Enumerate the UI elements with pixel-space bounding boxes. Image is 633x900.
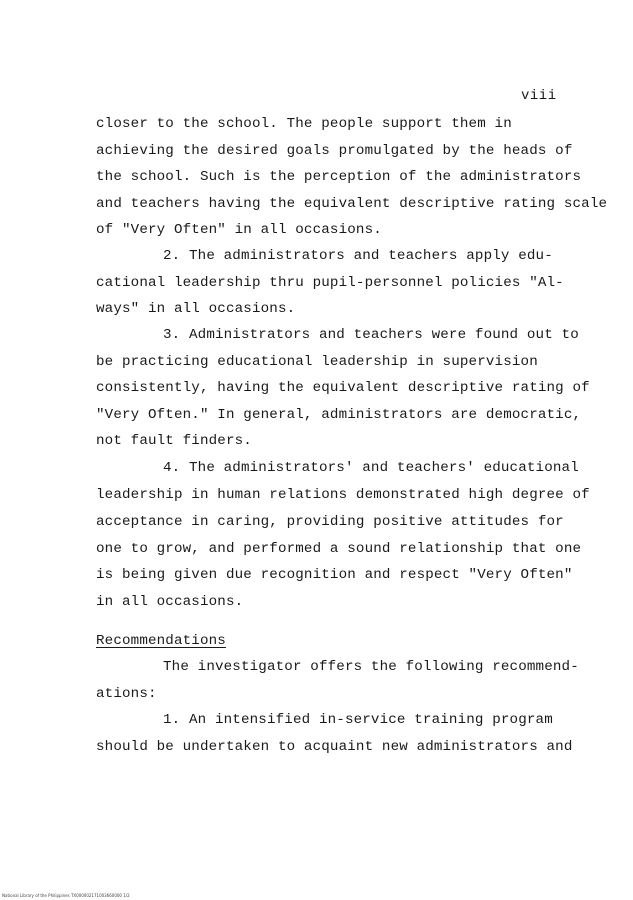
text-line: is being given due recognition and respect "Very Often" [96, 567, 573, 583]
text-line: and teachers having the equivalent descriptive rating scale [96, 196, 608, 212]
section-heading-recommendations: Recommendations [96, 633, 226, 649]
text-line: not fault finders. [96, 433, 252, 449]
text-line: achieving the desired goals promulgated by the heads of [96, 143, 573, 159]
page-number: viii [521, 88, 557, 104]
text-line: in all occasions. [96, 594, 244, 610]
text-line: one to grow, and performed a sound relationship that one [96, 541, 582, 557]
text-line: "Very Often." In general, administrators are democratic, [96, 407, 582, 423]
text-line: of "Very Often" in all occasions. [96, 222, 382, 238]
scan-footer: National Library of the Philippines TX000002171003660000 1/2 [2, 893, 130, 898]
text-line: consistently, having the equivalent descriptive rating of [96, 380, 590, 396]
text-line: the school. Such is the perception of the administrators [96, 169, 582, 185]
text-line: closer to the school. The people support them in [96, 116, 512, 132]
text-line: leadership in human relations demonstrated high degree of [96, 487, 590, 503]
text-line: be practicing educational leadership in supervision [96, 354, 538, 370]
text-line: ations: [96, 686, 157, 702]
text-line: cational leadership thru pupil-personnel policies "Al- [96, 275, 564, 291]
text-line: ways" in all occasions. [96, 301, 296, 317]
list-item-1: 1. An intensified in-service training program [163, 712, 553, 728]
text-line: acceptance in caring, providing positive attitudes for [96, 514, 564, 530]
text-line: The investigator offers the following recommend- [163, 659, 579, 675]
text-line: should be undertaken to acquaint new administrators and [96, 739, 573, 755]
list-item-2: 2. The administrators and teachers apply edu- [163, 248, 553, 264]
list-item-3: 3. Administrators and teachers were found out to [163, 327, 579, 343]
list-item-4: 4. The administrators' and teachers' educational [163, 460, 579, 476]
